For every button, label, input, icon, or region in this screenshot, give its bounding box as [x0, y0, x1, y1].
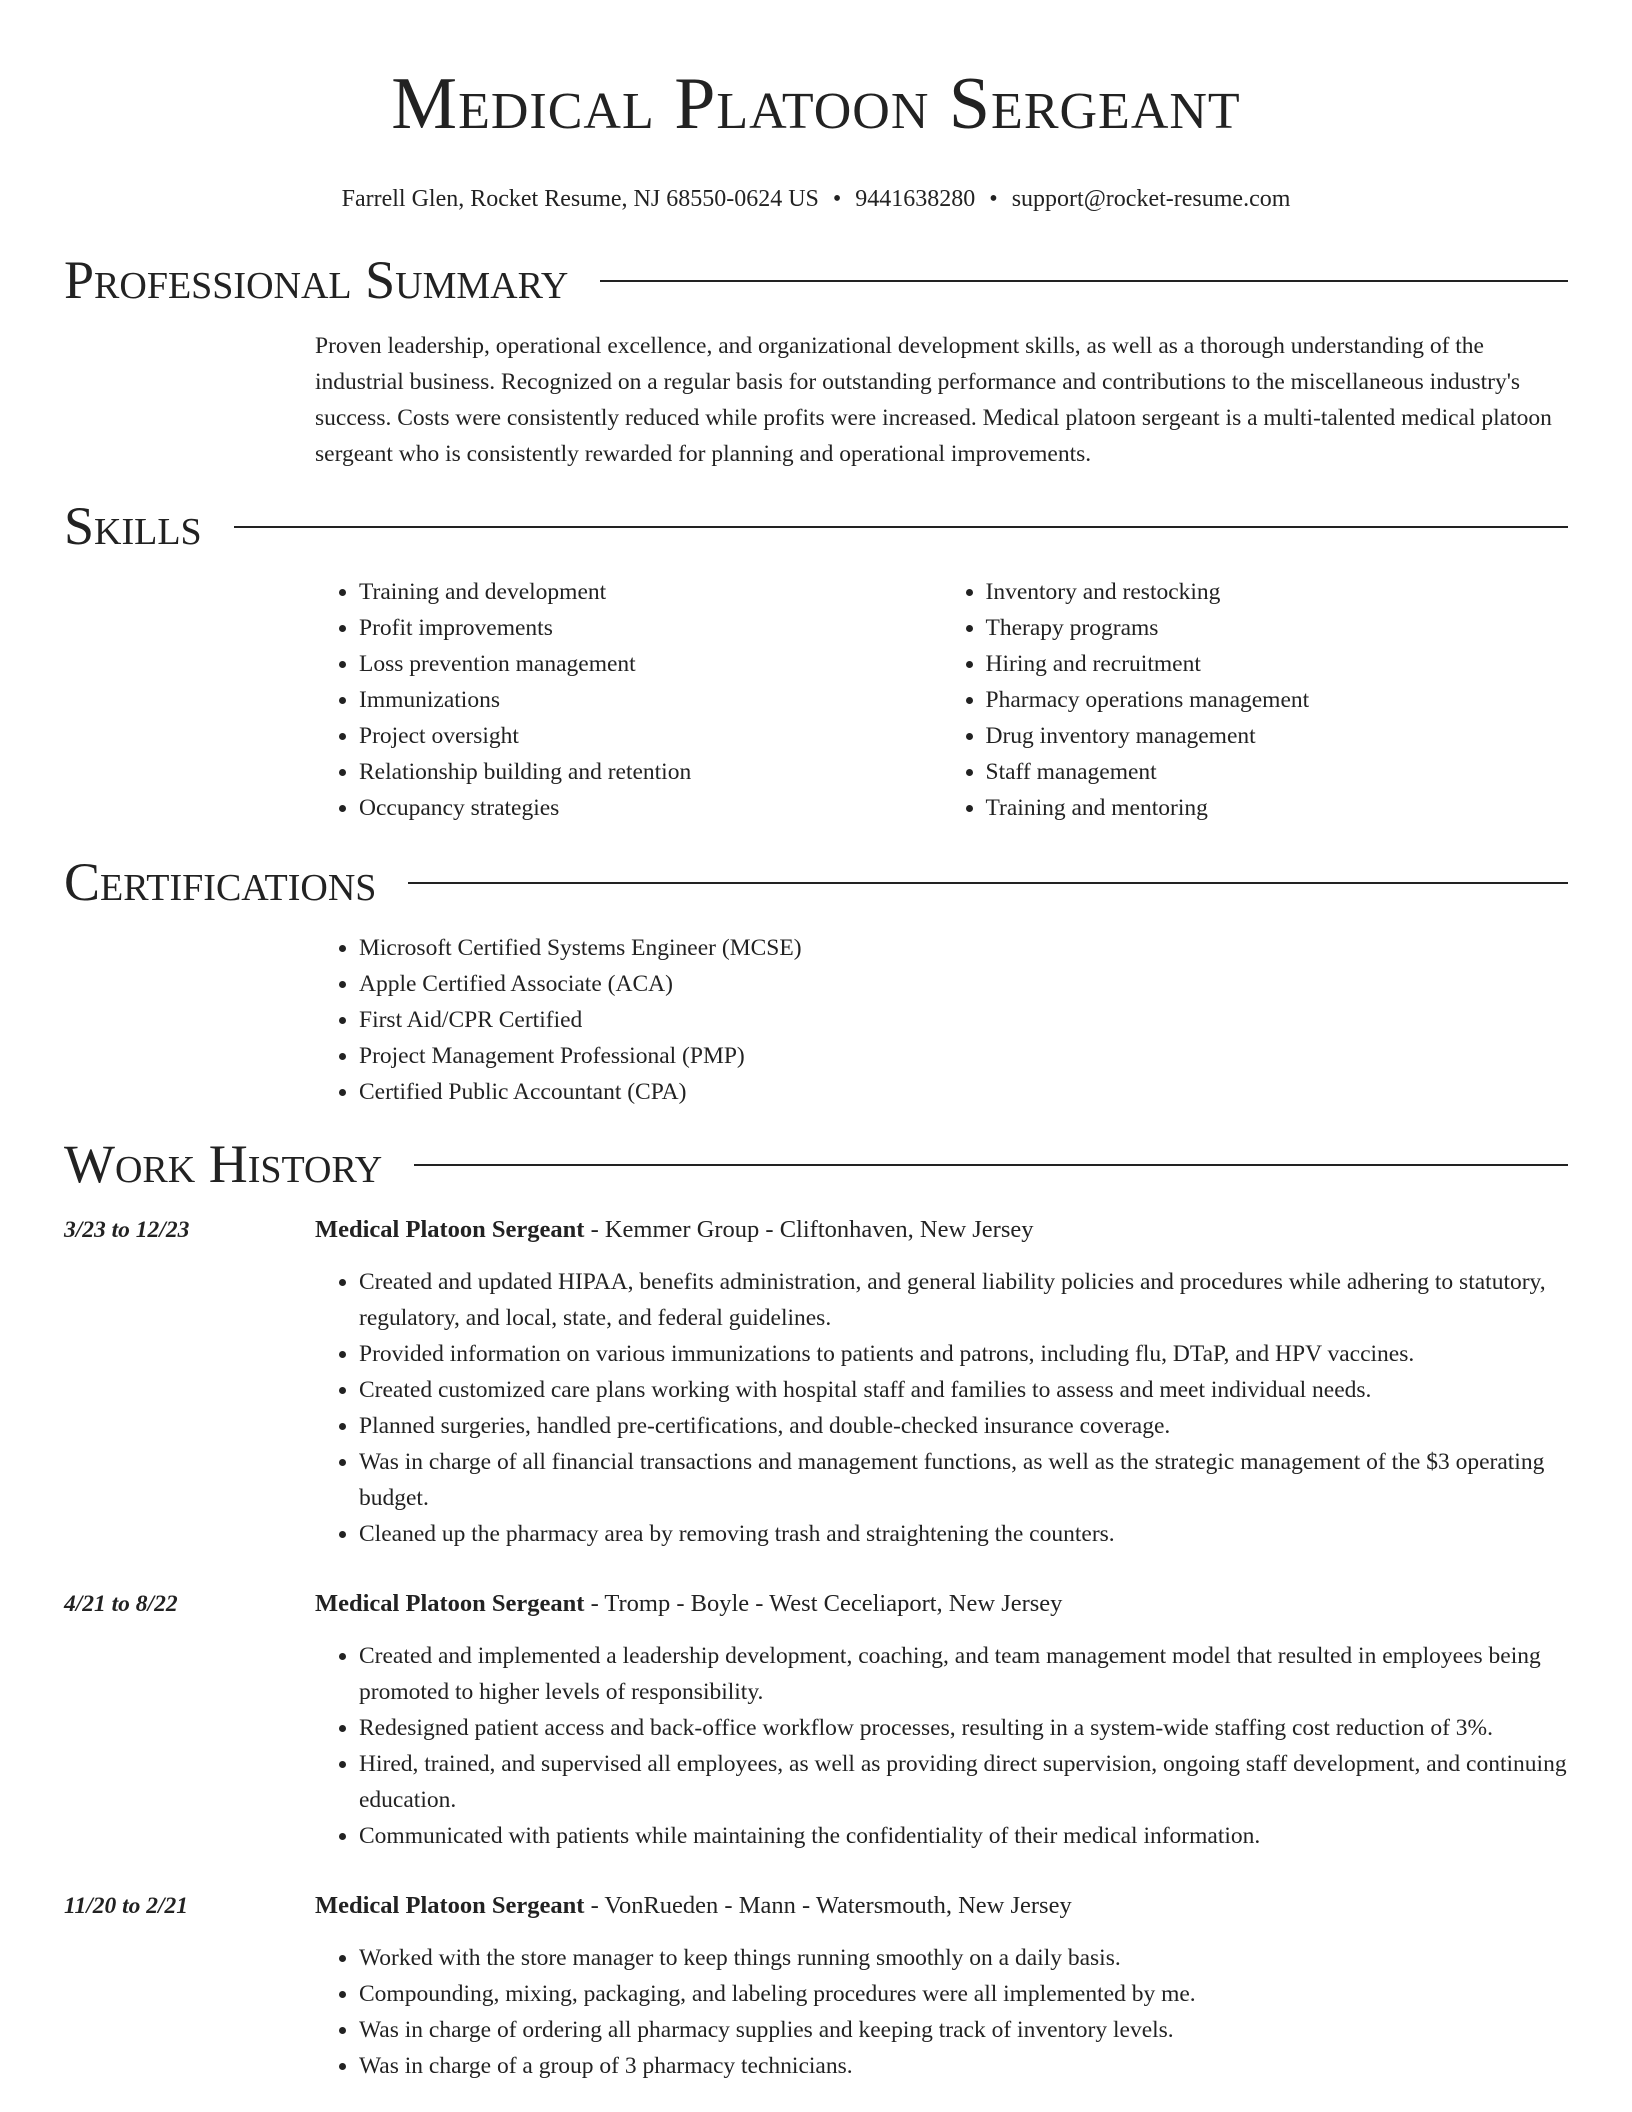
list-item: • Profit improvements [359, 610, 942, 646]
skills-list [315, 574, 1568, 826]
section-divider [414, 1164, 1568, 1166]
list-item: • Relationship building and retention [359, 754, 942, 790]
job-dates: 3/23 to 12/23 [64, 1217, 190, 1243]
list-item: • Training and mentoring [986, 790, 1569, 826]
job-title: Medical Platoon Sergeant [315, 1590, 585, 1617]
section-title: Skills [64, 496, 202, 556]
skills-column-left [315, 574, 942, 826]
section-divider [234, 526, 1568, 528]
list-item: • Microsoft Certified Systems Engineer (MCSE) [359, 930, 1568, 966]
section-divider [600, 280, 1568, 282]
list-item: • Training and development [359, 574, 942, 610]
list-item: • Provided information on various immunizations to patients and patrons, including flu, DTaP, and HPV vaccines. [359, 1336, 1568, 1372]
summary-section-header [64, 248, 1568, 312]
job-bullets [315, 1940, 1568, 2084]
list-item: • Pharmacy operations management [986, 682, 1569, 718]
list-item: • Staff management [986, 754, 1569, 790]
job-entry [64, 1586, 1568, 1854]
job-title: Medical Platoon Sergeant [315, 1216, 585, 1243]
list-item: • Was in charge of all financial transactions and management functions, as well as the strategic management of the $3 operating budget. [359, 1444, 1568, 1516]
work-history-section-header [64, 1132, 1568, 1196]
job-detail [315, 1888, 1568, 2084]
separator: • [989, 186, 998, 212]
list-item: • First Aid/CPR Certified [359, 1002, 1568, 1038]
section-divider [408, 882, 1568, 884]
job-bullets [315, 1264, 1568, 1552]
separator: • [832, 186, 842, 212]
skills-section-header [64, 494, 1568, 558]
address: Farrell Glen, Rocket Resume, NJ 68550-0624 US [341, 186, 819, 212]
job-title-line [315, 1212, 1568, 1248]
list-item: • Created and updated HIPAA, benefits administration, and general liability policies and procedures while adhering to statutory, regulatory, and local, state, and federal guidelines. [359, 1264, 1568, 1336]
certifications-section-header [64, 850, 1568, 914]
list-item: • Compounding, mixing, packaging, and labeling procedures were all implemented by me. [359, 1976, 1568, 2012]
page-title: Medical Platoon Sergeant [391, 63, 1241, 145]
list-item: • Inventory and restocking [986, 574, 1569, 610]
job-title-line [315, 1586, 1568, 1622]
job-title: Medical Platoon Sergeant [315, 1892, 585, 1919]
job-bullets [315, 1638, 1568, 1854]
certifications-list [315, 930, 1568, 1110]
list-item: • Occupancy strategies [359, 790, 942, 826]
list-item: • Was in charge of a group of 3 pharmacy technicians. [359, 2048, 1568, 2084]
job-detail [315, 1212, 1568, 1552]
email-link[interactable]: support@rocket-resume.com [1011, 186, 1291, 212]
list-item: • Therapy programs [986, 610, 1569, 646]
list-item: • Cleaned up the pharmacy area by removing trash and straightening the counters. [359, 1516, 1568, 1552]
list-item: • Created customized care plans working with hospital staff and families to assess and meet individual needs. [359, 1372, 1568, 1408]
list-item: • Immunizations [359, 682, 942, 718]
skills-column-right [942, 574, 1569, 826]
contact-line [64, 184, 1568, 214]
list-item: • Certified Public Accountant (CPA) [359, 1074, 1568, 1110]
list-item: • Communicated with patients while maintaining the confidentiality of their medical information. [359, 1818, 1568, 1854]
list-item: • Project Management Professional (PMP) [359, 1038, 1568, 1074]
list-item: • Drug inventory management [986, 718, 1569, 754]
section-title: Professional Summary [64, 250, 569, 310]
list-item: • Hired, trained, and supervised all employees, as well as providing direct supervision, ongoing staff development, and continuing education. [359, 1746, 1568, 1818]
list-item: • Created and implemented a leadership development, coaching, and team management model that resulted in employees being promoted to higher levels of responsibility. [359, 1638, 1568, 1710]
list-item: • Planned surgeries, handled pre-certifications, and double-checked insurance coverage. [359, 1408, 1568, 1444]
list-item: • Redesigned patient access and back-office workflow processes, resulting in a system-wide staffing cost reduction of 3%. [359, 1710, 1568, 1746]
job-company: - Kemmer Group - Cliftonhaven, New Jersey [584, 1216, 1034, 1243]
summary-text: Proven leadership, operational excellence, and organizational development skills, as well as a thorough understanding of the industrial business. Recognized on a regular basis for outstanding performance and contributions to the miscellaneous industry's success. Costs were consistently reduced while profits were increased. Medical platoon sergeant is a multi-talented medical platoon sergeant who is consistently rewarded for planning and operational improvements. [315, 333, 1552, 467]
list-item: • Loss prevention management [359, 646, 942, 682]
job-detail [315, 1586, 1568, 1854]
job-dates: 4/21 to 8/22 [64, 1591, 178, 1617]
job-dates: 11/20 to 2/21 [64, 1893, 189, 1919]
section-title: Work History [64, 1134, 383, 1194]
resume-page [64, 0, 1568, 2084]
list-item: • Project oversight [359, 718, 942, 754]
list-item: • Was in charge of ordering all pharmacy supplies and keeping track of inventory levels. [359, 2012, 1568, 2048]
list-item: • Worked with the store manager to keep things running smoothly on a daily basis. [359, 1940, 1568, 1976]
job-company: - Tromp - Boyle - West Ceceliaport, New Jersey [584, 1590, 1063, 1617]
list-item: • Apple Certified Associate (ACA) [359, 966, 1568, 1002]
job-company: - VonRueden - Mann - Watersmouth, New Jersey [584, 1892, 1072, 1919]
list-item: • Hiring and recruitment [986, 646, 1569, 682]
job-entry [64, 1212, 1568, 1552]
job-title-line [315, 1888, 1568, 1924]
phone: 9441638280 [855, 186, 976, 212]
section-title: Certifications [64, 852, 377, 912]
job-entry [64, 1888, 1568, 2084]
